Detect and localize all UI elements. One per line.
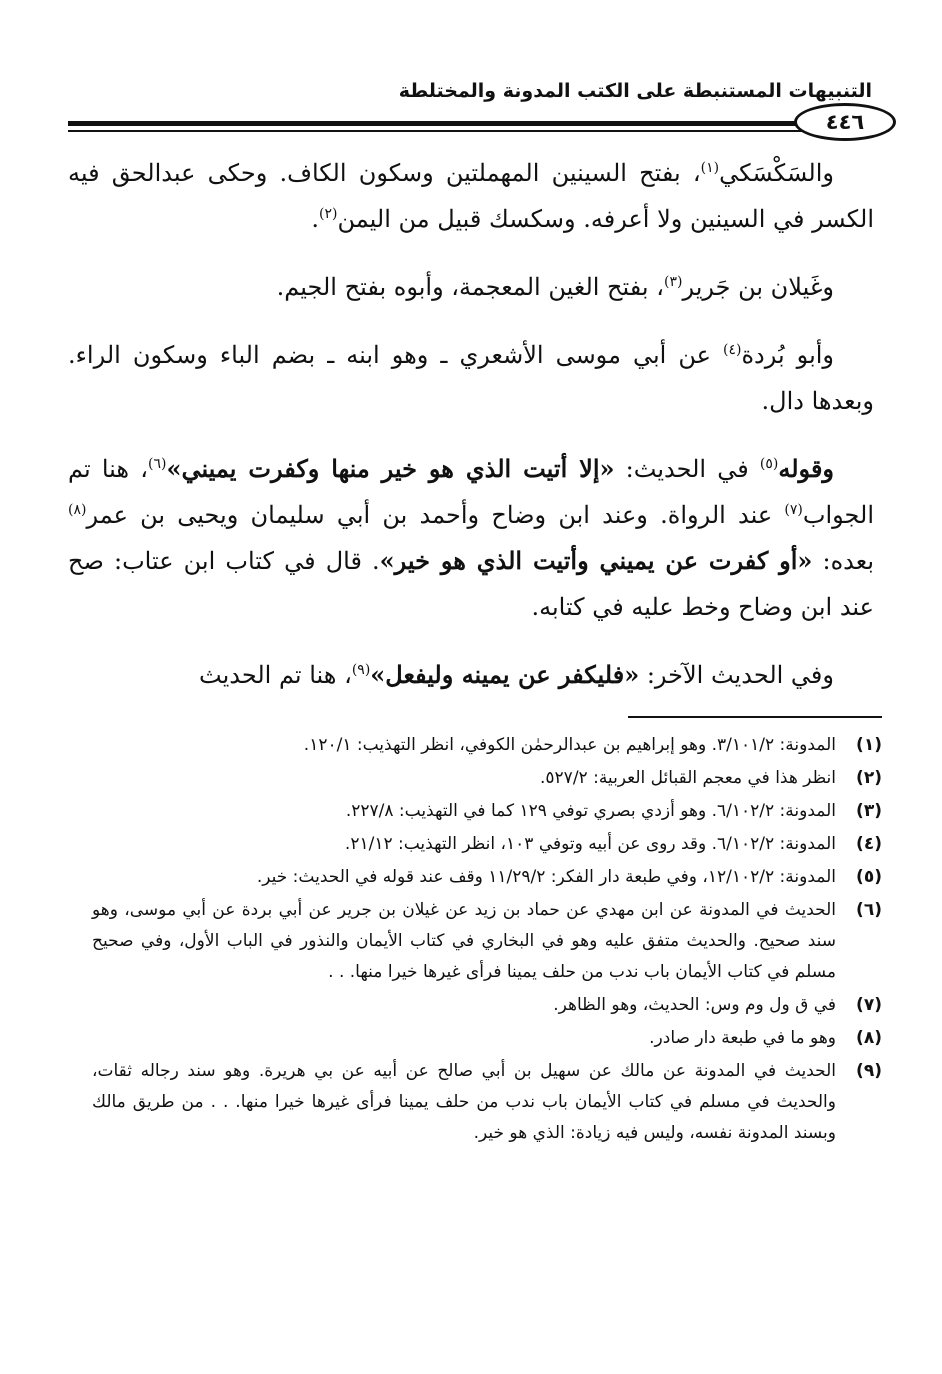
footnote-ref: (٨) — [68, 502, 87, 518]
footnote-text: المدونة: ٣/١٠١/٢. وهو إبراهيم بن عبدالرحمٰن الكوفي، انظر التهذيب: ١٢٠/١. — [303, 735, 836, 755]
text-span: بعده: — [812, 547, 875, 575]
footnote-number: (٣) — [856, 801, 882, 821]
text-span: والسَكْسَكي — [719, 159, 834, 187]
text-span: وأبو بُردة — [741, 341, 835, 369]
footnote-number: (٩) — [856, 1061, 882, 1081]
text-span: . — [311, 205, 320, 233]
paragraph-3 — [68, 332, 874, 424]
footnote-item — [92, 1023, 882, 1054]
header-rule-thick — [68, 121, 874, 126]
hadith-quote: «أو كفرت عن يميني وأتيت الذي هو خير» — [379, 546, 813, 575]
footnote-ref: (١) — [700, 160, 720, 176]
footnote-text: الحديث في المدونة عن ابن مهدي عن حماد بن زيد عن غيلان بن جرير عن أبي بردة عن أبي موسى، وهو سند صحيح. والحديث متفق عليه وهو في البخاري في كتاب الأيمان والنذور في الباب الأول، وفي صحيح مسلم في كتاب الأيمان باب ندب من حلف يمينا فرأى غيرها خيرا منها. . . — [92, 900, 836, 982]
footnote-text: انظر هذا في معجم القبائل العربية: ٥٢٧/٢. — [540, 768, 836, 788]
page-number: ٤٤٦ — [794, 103, 896, 141]
paragraph-2 — [68, 264, 874, 310]
paragraph-1 — [68, 150, 874, 242]
text-span: وفي الحديث الآخر: — [639, 661, 834, 689]
header-rule-thin — [68, 130, 874, 132]
footnote-item — [92, 829, 882, 860]
footnote-item — [92, 862, 882, 893]
footnote-number: (٤) — [856, 834, 882, 854]
text-span: في الحديث: — [614, 455, 760, 483]
footnote-text: الحديث في المدونة عن مالك عن سهيل بن أبي صالح عن أبيه عن بي هريرة. وهو سند رجاله ثقات، والحديث في مسلم في كتاب الأيمان باب ندب من حلف يمينا فرأى غيرها خيرا منها. . . من طريق مالك وبسند المدونة نفسه، وليس فيه زيادة: الذي هو خير. — [92, 1061, 836, 1143]
footnote-ref: (٦) — [147, 456, 167, 472]
footnote-text: المدونة: ٦/١٠٢/٢. وهو أزدي بصري توفي ١٢٩ كما في التهذيب: ٢٢٧/٨. — [345, 801, 836, 821]
text-span: عن أبي موسى الأشعري ـ وهو ابنه ـ بضم الباء وسكون الراء. وبعدها دال. — [68, 341, 874, 415]
footnote-item — [92, 796, 882, 827]
footnote-ref: (٣) — [663, 274, 683, 290]
footnote-item — [92, 895, 882, 988]
footnote-item — [92, 1056, 882, 1149]
footnote-number: (٧) — [856, 995, 882, 1015]
footnote-number: (٦) — [856, 900, 882, 920]
footnote-ref: (٩) — [351, 662, 371, 678]
text-span: ، هنا تم الجواب — [68, 455, 874, 529]
main-text — [68, 150, 874, 720]
footnote-number: (٥) — [856, 867, 882, 887]
footnote-item — [92, 730, 882, 761]
text-span: ، بفتح السينين المهملتين وسكون الكاف. وحكى عبدالحق فيه الكسر في السينين ولا أعرفه. وسكسك قبيل من اليمن — [68, 159, 874, 233]
running-title: التنبيهات المستنبطة على الكتب المدونة والمختلطة — [398, 80, 872, 102]
text-span: . قال في كتاب ابن عتاب: صح عند ابن وضاح وخط عليه في كتابه. — [68, 547, 874, 621]
footnote-text: المدونة: ١٢/١٠٢/٢، وفي طبعة دار الفكر: ١١/٢٩/٢ وقف عند قوله في الحديث: خير. — [256, 867, 836, 887]
footnotes — [92, 730, 882, 1151]
text-span: ، هنا تم الحديث — [199, 661, 352, 689]
footnote-number: (٢) — [856, 768, 882, 788]
footnote-text: وهو ما في طبعة دار صادر. — [649, 1028, 836, 1048]
footnote-number: (٨) — [856, 1028, 882, 1048]
paragraph-5 — [68, 652, 874, 698]
footnote-ref: (٢) — [319, 206, 338, 222]
footnote-item — [92, 990, 882, 1021]
footnote-text: في ق ول وم وس: الحديث، وهو الظاهر. — [553, 995, 836, 1015]
footnote-separator — [628, 716, 882, 718]
paragraph-4 — [68, 446, 874, 630]
footnote-ref: (٥) — [759, 456, 779, 472]
text-span: عند الرواة. وعند ابن وضاح وأحمد بن أبي سليمان ويحيى بن عمر — [86, 501, 785, 529]
text-span: وغَيلان بن جَرير — [682, 273, 834, 301]
footnote-number: (١) — [856, 735, 882, 755]
text-span: ، بفتح الغين المعجمة، وأبوه بفتح الجيم. — [276, 273, 664, 301]
hadith-quote: «إلا أتيت الذي هو خير منها وكفرت يميني» — [166, 454, 615, 483]
footnote-item — [92, 763, 882, 794]
footnote-text: المدونة: ٦/١٠٢/٢. وقد روى عن أبيه وتوفي ١٠٣، انظر التهذيب: ٢١/١٢. — [344, 834, 836, 854]
hadith-quote: «فليكفر عن يمينه وليفعل» — [370, 660, 640, 689]
footnote-ref: (٧) — [784, 502, 803, 518]
text-span: وقوله — [778, 454, 835, 483]
footnote-ref: (٤) — [722, 342, 742, 358]
